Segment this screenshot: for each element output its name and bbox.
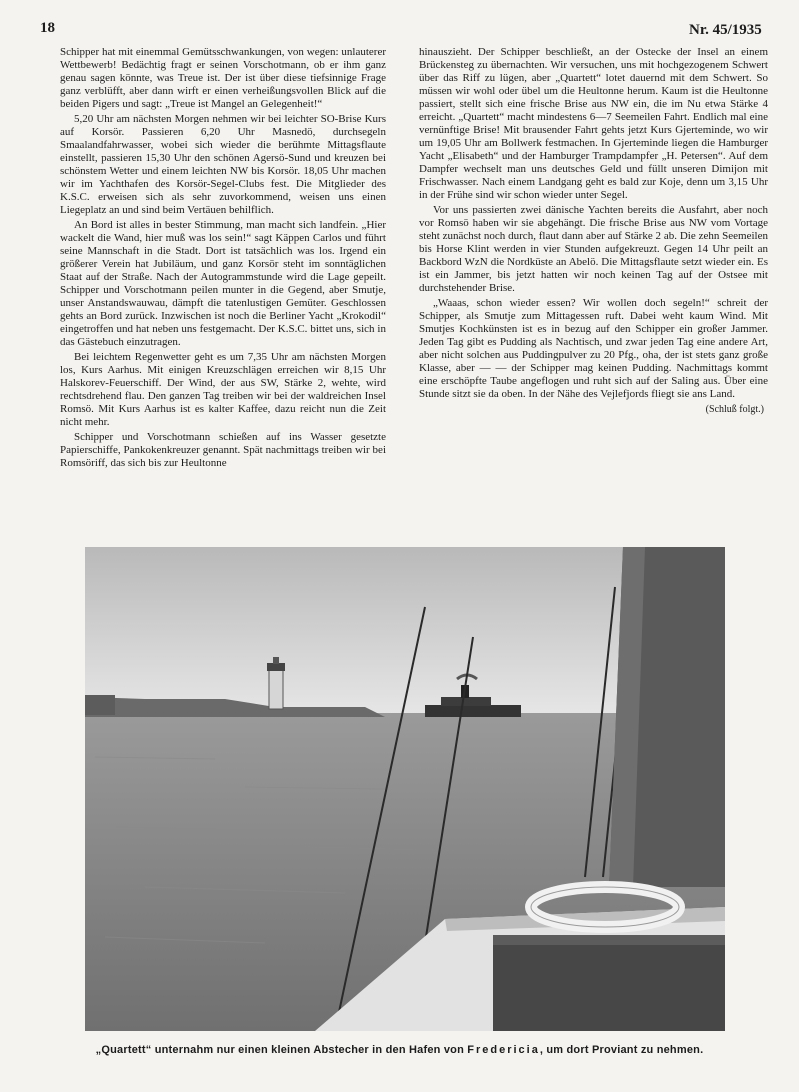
lighthouse-icon [267,657,285,709]
paragraph: Bei leichtem Regenwetter geht es um 7,35 Uhr am nächsten Morgen los, Kurs Aarhus. Mit einigen Kreuzschlägen erreichen wir 8,15 Uhr Halskorev-Feuerschiff. Der Wind, der aus SW, Stärke 2, wehte, wird rechtsdrehend flau. Den ganzen Tag treiben wir bei der waldreichen Insel Romsö. Mit Kurs Aarhus ist es kalter Kaffee, dazu reicht nun die Zeit nicht mehr. [60,351,386,428]
caption-text-end: , um dort Proviant zu nehmen. [539,1044,704,1056]
paragraph: hinauszieht. Der Schipper beschließt, an der Ostecke der Insel an einem Brückensteg zu übernachten. Wir versuchen, uns mit hochgezogenem Schwert über das Riff zu lügen, aber „Quartett“ lotet dauernd mit dem Schwert. So müssen wir wohl oder übel um die Heultonne herum. Kaum ist die Heultonne passiert, stellt sich eine frische Brise aus NW ein, die im Nu etwa Stärke 4 erreicht. „Quartett“ macht mindestens 6—7 Seemeilen Fahrt. Endlich mal eine vernünftige Brise! Mit brausender Fahrt gehts jetzt Kurs Gjerteminde, wo wir um 19,05 Uhr am Bollwerk festmachen. In Gjerteminde liegen die Hamburger Yacht „Elisabeth“ und der Hamburger Trampdampfer „H. Petersen“. Auf dem Dampfer wechselt man uns deutsches Geld und füllt unseren Dimijon mit Frischwasser. Nach einem Landgang geht es bald zur Koje, denn um 3,15 Uhr in der Frühe sind wir schon wieder unter Segel. [419,46,768,201]
paragraph: Schipper hat mit einemmal Gemütsschwankungen, von wegen: unlauterer Wettbewerb! Bedächtig fragt er seinen Vorschotmann, ob er ihm ganz genau sagen könnte, was Treue ist. Der ist über diese tiefsinnige Frage ganz verblüfft, aber dann wirft er einen verheißungsvollen Blick auf die beiden Pigers und sagt: „Treue ist Mangel an Gelegenheit!“ [60,46,386,110]
issue-number: Nr. 45/1935 [689,22,762,38]
photo-caption [0,1044,799,1056]
sail-icon [609,547,725,887]
caption-text: „Quartett“ unternahm nur einen kleinen Abstecher in den Hafen von [95,1044,468,1056]
photo-illustration [85,547,725,1031]
article-column-left [60,46,386,470]
paragraph: An Bord ist alles in bester Stimmung, man macht sich landfein. „Hier wackelt die Wand, hier muß was los sein!“ sagt Käppen Carlos und führt seine Mannschaft in die Stadt. Dort ist tatsächlich was los. Irgend ein größerer Verein hat Jubiläum, und ganz Korsör steht im sonntäglichen Staat auf der Straße. Nach der Autogrammstunde wird die Lage gepeilt. Schipper und Vorschotmann peilen munter in die Gegend, aber Smutje, unser Anstandswauwau, dämpft die tatenlustigen Gemüter. Geschlossen gehts an Bord zurück. Inzwischen ist noch die Berliner Yacht „Krokodil“ eingetroffen und hat neben uns festgemacht. Der K.S.C. bittet uns, sich in das Gästebuch einzutragen. [60,219,386,348]
page-number: 18 [40,20,55,36]
paragraph: 5,20 Uhr am nächsten Morgen nehmen wir bei leichter SO-Brise Kurs auf Korsör. Passieren 6,20 Uhr Masnedö, durchsegeln Smaalandfahrwasser, wobei sich wieder die berühmte Mittagsflaute einstellt, passieren 15,30 Uhr den schönen Agersö-Sund und kreuzen bei schönstem Wetter und einem leichten NW bis Korsör. 18,05 Uhr machen wir im Yachthafen des Korsör-Segel-Clubs fest. Die Mitglieder des K.S.C. erweisen sich als sehr zuvorkommend, weisen uns einen Liegeplatz an und sind beim Vertäuen behilflich. [60,113,386,216]
paragraph: „Waaas, schon wieder essen? Wir wollen doch segeln!“ schreit der Schipper, als Smutje zum Mittagessen ruft. Dabei weht kaum Wind. Mit Smutjes Kochkünsten ist es in bezug auf den Schipper ein großer Jammer. Jeden Tag gibt es Pudding als Nachtisch, und zwar jeden Tag eine andere Art, aber nicht solchen aus Puddingpulver zu 20 Pfg., oha, der ist stets ganz große Klasse, aber — — der Schipper mag keinen Pudding. Nachmittags kommt eine erschöpfte Taube angeflogen und ruht sich auf der Saling aus. Über eine Stunde sitzt sie da oben. In der Nähe des Vejlefjords fliegt sie ans Land. [419,297,768,400]
paragraph: Schipper und Vorschotmann schießen auf ins Wasser gesetzte Papierschiffe, Pankokenkreuzer genannt. Spät nachmittags treiben wir bei Romsöriff, das sich bis zur Heultonne [60,431,386,469]
harbor-photo [85,547,725,1031]
continuation-note: (Schluß folgt.) [705,404,764,415]
paragraph: Vor uns passierten zwei dänische Yachten bereits die Ausfahrt, aber noch vor Romsö haben wir sie abgehängt. Die frische Brise aus NW vom Vortage steht zunächst noch durch, flaut dann aber auf Stärke 2 ab. Die zehn Seemeilen bis Horse Klint werden in vier Stunden aufgekreuzt. Gegen 14 Uhr peilt an Backbord WzN die Nordküste an Abelö. Die Mittagsflaute setzt wieder ein. Es ist ein Jammer, bis jetzt hatten wir noch keinen Tag auf der Ostsee mit durchstehender Brise. [419,204,768,294]
article-column-right [419,46,768,416]
caption-place: Fredericia [467,1044,540,1056]
